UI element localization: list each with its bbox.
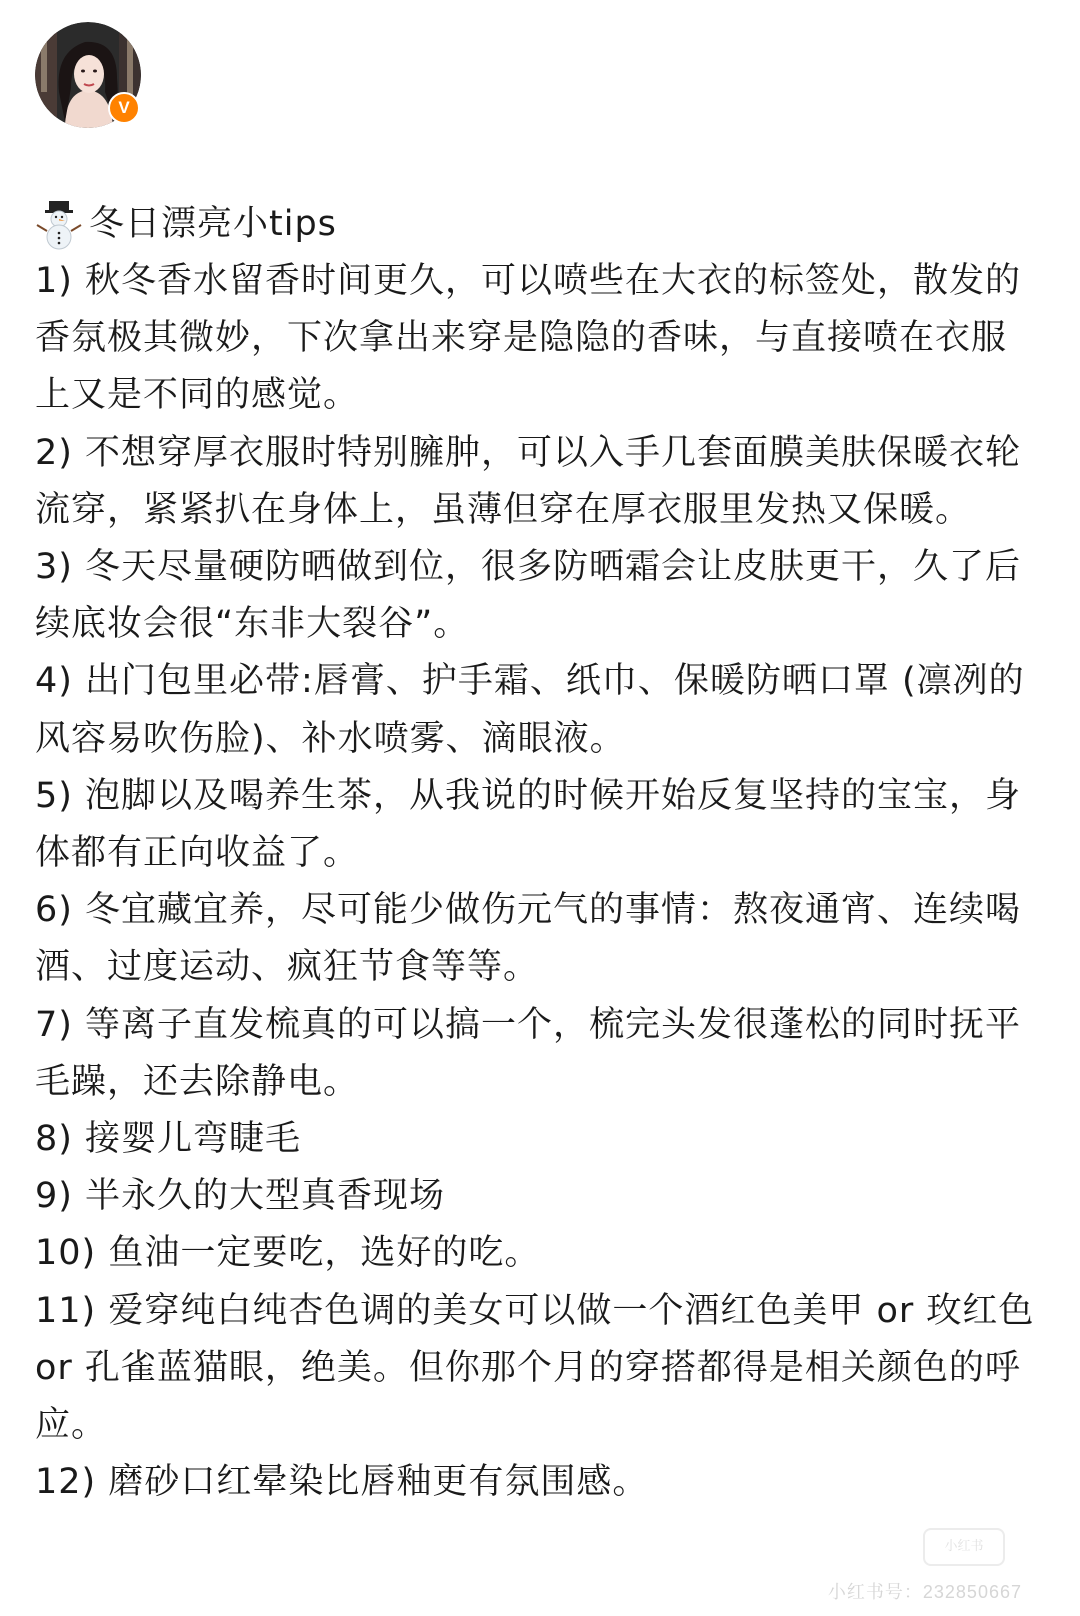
watermark-id: 小红书号：232850667: [827, 1582, 1022, 1602]
snowman-icon: [35, 199, 83, 251]
post-content: [35, 196, 1035, 1511]
tip-9: 9) 半永久的大型真香现场: [35, 1176, 446, 1217]
watermark-logo: 小红书: [923, 1528, 1005, 1566]
tip-7: 7) 等离子直发梳真的可以搞一个，梳完头发很蓬松的同时抚平毛躁，还去除静电。: [35, 1004, 1022, 1102]
post-title: 冬日漂亮小tips: [89, 203, 337, 244]
tip-2: 2) 不想穿厚衣服时特别臃肿，可以入手几套面膜美肤保暖衣轮流穿，紧紧扒在身体上，虽薄但穿在厚衣服里发热又保暖。: [35, 432, 1022, 530]
tip-10: 10) 鱼油一定要吃，选好的吃。: [35, 1233, 541, 1274]
tip-11: 11) 爱穿纯白纯杏色调的美女可以做一个酒红色美甲 or 玫红色 or 孔雀蓝猫眼，绝美。但你那个月的穿搭都得是相关颜色的呼应。: [35, 1290, 1035, 1446]
tip-5: 5) 泡脚以及喝养生茶，从我说的时候开始反复坚持的宝宝，身体都有正向收益了。: [35, 775, 1022, 874]
post-title-row: [35, 196, 1035, 253]
tip-8: 8) 接婴儿弯睫毛: [35, 1119, 302, 1160]
tip-12: 12) 磨砂口红晕染比唇釉更有氛围感。: [35, 1462, 649, 1503]
verified-v-badge: V: [108, 92, 140, 124]
tip-4: 4) 出门包里必带:唇膏、护手霜、纸巾、保暖防晒口罩 (凛冽的风容易吹伤脸)、补水喷雾、滴眼液。: [35, 661, 1025, 759]
tip-3: 3) 冬天尽量硬防晒做到位，很多防晒霜会让皮肤更干，久了后续底妆会很“东非大裂谷”。: [35, 547, 1022, 645]
tip-6: 6) 冬宜藏宜养，尽可能少做伤元气的事情：熬夜通宵、连续喝酒、过度运动、疯狂节食等等。: [35, 890, 1022, 988]
tip-1: 1) 秋冬香水留香时间更久，可以喷些在大衣的标签处，散发的香氛极其微妙，下次拿出来穿是隐隐的香味，与直接喷在衣服上又是不同的感觉。: [35, 261, 1022, 416]
author-avatar[interactable]: [35, 22, 141, 128]
